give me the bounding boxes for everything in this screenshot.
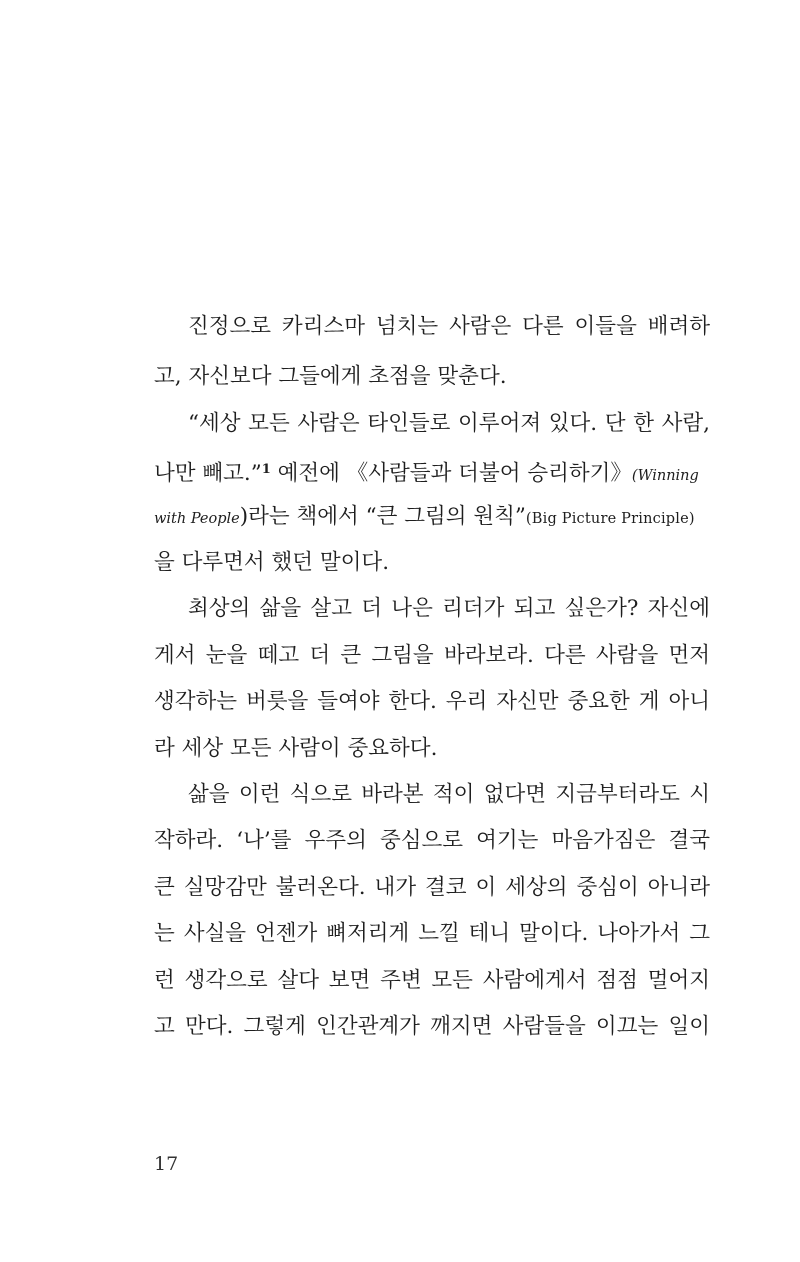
text-line-content: 고 만다. 그렇게 인간관계가 깨지면 사람들을 이끄는 일이: [154, 1014, 710, 1039]
text-line: [154, 1012, 710, 1042]
text-line-content: 을 다루면서 했던 말이다.: [154, 550, 390, 575]
english-term: (Big Picture Principle): [525, 511, 695, 527]
text-line-content: 진정으로 카리스마 넘치는 사람은 다른 이들을 배려하: [188, 314, 710, 339]
text-line-content: 나만 빼고.”: [154, 461, 262, 486]
text-line-content: 라 세상 모든 사람이 중요하다.: [154, 736, 438, 761]
english-title: (Winning: [631, 468, 699, 484]
text-line-content: 생각하는 버릇을 들여야 한다. 우리 자신만 중요한 게 아니: [154, 689, 710, 714]
text-line: [154, 919, 710, 949]
text-line: [188, 312, 710, 342]
english-title: with People: [154, 511, 240, 527]
text-line: [188, 780, 710, 810]
text-line-content: 큰 실망감만 불러온다. 내가 결코 이 세상의 중심이 아니라: [154, 875, 710, 900]
text-line-content: 작하라. ‘나’를 우주의 중심으로 여기는 마음가짐은 결국: [154, 828, 710, 853]
text-line: [154, 502, 695, 532]
text-line: [154, 641, 710, 671]
text-line: [154, 734, 437, 764]
text-line-content: 예전에 《사람들과 더불어 승리하기》: [270, 461, 632, 486]
page-number: 17: [154, 1153, 179, 1175]
text-line: [154, 687, 710, 717]
text-line-content: )라는 책에서 “큰 그림의 원칙”: [239, 504, 526, 529]
text-line-content: 런 생각으로 살다 보면 주변 모든 사람에게서 점점 멀어지: [154, 968, 710, 993]
text-line: [154, 455, 699, 485]
text-line: [188, 594, 710, 624]
text-line-content: 게서 눈을 떼고 더 큰 그림을 바라보라. 다른 사람을 먼저: [154, 643, 710, 668]
text-line: [154, 362, 507, 392]
text-line: [154, 966, 710, 996]
text-line-content: “세상 모든 사람은 타인들로 이루어져 있다. 단 한 사람,: [188, 411, 710, 436]
text-line-content: 고, 자신보다 그들에게 초점을 맞춘다.: [154, 364, 507, 389]
footnote-marker: 1: [261, 462, 271, 477]
text-line: [154, 826, 710, 856]
text-line-content: 삶을 이런 식으로 바라본 적이 없다면 지금부터라도 시: [188, 782, 710, 807]
text-line: [154, 548, 389, 578]
text-line: [154, 873, 710, 903]
text-line-content: 최상의 삶을 살고 더 나은 리더가 되고 싶은가? 자신에: [188, 596, 710, 621]
text-line: [188, 409, 710, 439]
text-line-content: 는 사실을 언젠가 뼈저리게 느낄 테니 말이다. 나아가서 그: [154, 921, 710, 946]
